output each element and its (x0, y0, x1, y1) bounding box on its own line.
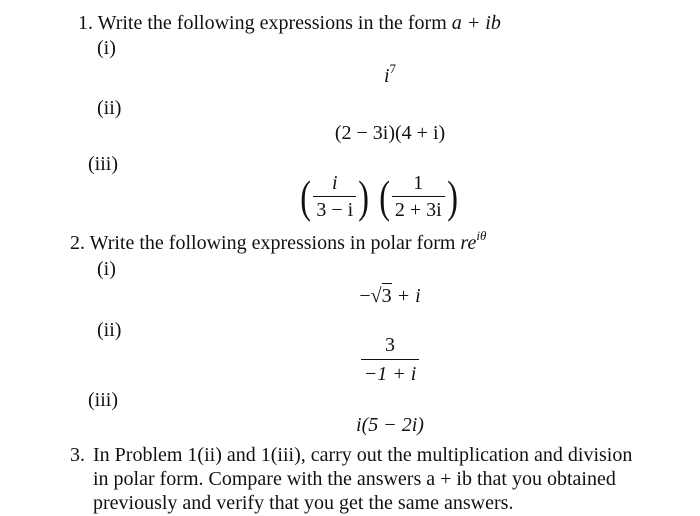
fraction-2 (392, 172, 445, 221)
p1-i-base: i (383, 65, 390, 87)
problem-1-number: 1. (78, 12, 93, 34)
problem-1-heading (78, 11, 501, 35)
p2-ii-fraction (361, 333, 420, 386)
p1-i-exponent: 7 (389, 61, 397, 76)
p1-part-i-label: (i) (97, 37, 116, 59)
p1-part-ii-expression: (2 − 3i)(4 + i) (334, 122, 446, 144)
p2-ii-denominator: −1 + i (363, 363, 417, 385)
p2-part-i-label: (i) (97, 258, 116, 280)
right-paren-2: ) (446, 170, 458, 222)
p1-part-i-expression (340, 61, 440, 88)
p2-i-radicand: 3 (381, 285, 392, 307)
p2-part-i-expression (320, 284, 460, 308)
left-paren-1: ( (300, 170, 312, 222)
p2-part-ii-expression (340, 333, 440, 386)
problem-3-number: 3. (70, 444, 85, 466)
problem-1-form: a + ib (451, 12, 501, 34)
problem-3-line-2: in polar form. Compare with the answers a + ib that you obtained (93, 468, 616, 490)
p2-i-minus: − (359, 285, 371, 307)
sqrt-icon: √ (370, 285, 382, 307)
problem-2-text: Write the following expressions in polar form (89, 232, 456, 254)
fraction-2-numerator: 1 (392, 172, 445, 197)
problem-2-form: $re^{i\theta}$ (460, 228, 487, 254)
p1-part-iii-label: (iii) (88, 153, 118, 175)
problem-3-line-3: previously and verify that you get the same answers. (93, 492, 514, 514)
fraction-1-numerator: i (313, 172, 356, 197)
p1-part-ii-label: (ii) (97, 97, 122, 119)
left-paren-2: ( (378, 170, 390, 222)
problem-1-text: Write the following expressions in the form (97, 12, 447, 34)
p2-ii-numerator: 3 (361, 333, 420, 360)
fraction-2-denominator: 2 + 3i (394, 199, 442, 221)
p1-part-iii-expression (298, 172, 460, 221)
p2-i-suffix: + i (391, 285, 421, 307)
p2-part-iii-expression: i(5 − 2i) (356, 414, 424, 436)
fraction-1 (313, 172, 356, 221)
p2-part-ii-label: (ii) (97, 319, 122, 341)
problem-2-heading (70, 228, 487, 255)
fraction-1-denominator: 3 − i (316, 199, 354, 221)
right-paren-1: ) (358, 170, 370, 222)
p2-part-iii-label: (iii) (88, 389, 118, 411)
problem-3-line-1: In Problem 1(ii) and 1(iii), carry out the multiplication and division (93, 444, 633, 466)
problem-2-number: 2. (70, 232, 85, 254)
